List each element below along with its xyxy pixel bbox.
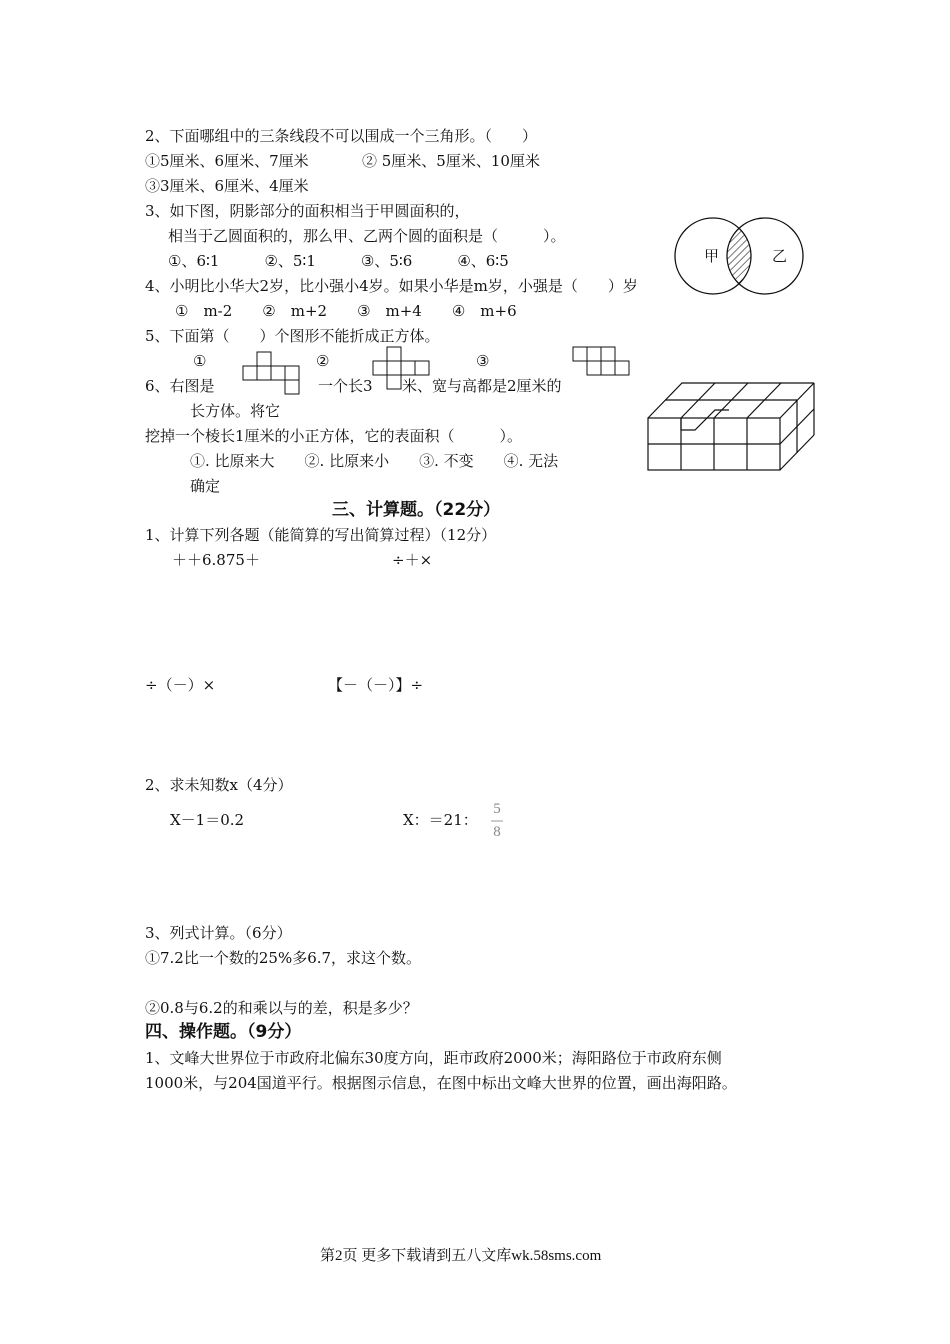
operation-line-2: 1000米，与204国道平行。根据图示信息，在图中标出文峰大世界的位置，画出海阳路。 [145, 1074, 737, 1092]
cube-net-3 [573, 347, 635, 381]
calc-expr-1: ＋＋6.875＋ [172, 551, 260, 569]
cube-net-1 [243, 352, 303, 398]
q6-line-1b: 一个长3 [318, 377, 373, 395]
q3-options: ①、6∶1 ②、5∶1 ③、5∶6 ④、6∶5 [168, 252, 509, 270]
list-calc-q1: ①7.2比一个数的25%多6.7，求这个数。 [145, 949, 422, 967]
q6-options: ①. 比原来大 ②. 比原来小 ③. 不变 ④. 无法 [190, 452, 559, 470]
equation-1: X－1＝0.2 [170, 811, 245, 829]
fraction-numerator: 5 [493, 801, 501, 817]
calc-1-title: 1、计算下列各题（能简算的写出简算过程）（12分） [145, 526, 497, 544]
q6-line-3: 挖掉一个棱长1厘米的小正方体，它的表面积（ ）。 [145, 427, 523, 445]
q2-option-3: ③3厘米、6厘米、4厘米 [145, 177, 309, 195]
unknown-title: 2、求未知数x（4分） [145, 776, 293, 794]
q2-option-2: ② 5厘米、5厘米、10厘米 [362, 152, 540, 170]
fraction-bar [490, 820, 504, 822]
section-3-heading: 三、计算题。（22分） [332, 500, 501, 520]
q3-line-1: 3、如下图，阴影部分的面积相当于甲圆面积的， [145, 202, 470, 220]
net-1-marker: ① [193, 352, 207, 370]
q2-text: 2、下面哪组中的三条线段不可以围成一个三角形。（ ） [145, 127, 538, 145]
list-calc-q2: ②0.8与6.2的和乘以与的差，积是多少？ [145, 999, 418, 1017]
list-calc-title: 3、列式计算。（6分） [145, 924, 292, 942]
q6-options-cont: 确定 [190, 477, 221, 495]
q5-text: 5、下面第（ ）个图形不能折成正方体。 [145, 327, 440, 345]
fraction-denominator: 8 [493, 824, 501, 840]
calc-expr-2: ÷＋× [392, 551, 433, 569]
calc-expr-4: 【－（－）】÷ [328, 676, 424, 694]
q4-options: ① m-2 ② m+2 ③ m+4 ④ m+6 [175, 302, 517, 320]
q6-line-1c: 米、宽与高都是2厘米的 [402, 377, 562, 395]
circle-a-label: 甲 [704, 247, 720, 265]
operation-line-1: 1、文峰大世界位于市政府北偏东30度方向，距市政府2000米；海阳路位于市政府东侧 [145, 1049, 722, 1067]
calc-expr-3: ÷（－）× [145, 676, 216, 694]
section-4-heading: 四、操作题。（9分） [145, 1022, 302, 1042]
circle-b-label: 乙 [772, 247, 788, 265]
net-2-marker: ② [316, 352, 330, 370]
q4-text: 4、小明比小华大2岁，比小强小4岁。如果小华是m岁，小强是（ ）岁 [145, 277, 638, 295]
equation-2: X：＝21： [403, 811, 478, 829]
q2-option-1: ①5厘米、6厘米、7厘米 [145, 152, 309, 170]
q3-line-2: 相当于乙圆面积的，那么甲、乙两个圆的面积是（ ）。 [168, 227, 566, 245]
venn-diagram [670, 210, 810, 310]
cuboid-figure [645, 380, 785, 472]
page-footer: 第2页 更多下载请到五八文库wk.58sms.com [320, 1248, 602, 1264]
q6-line-2: 长方体。将它 [190, 402, 281, 420]
q6-line-1a: 6、右图是 [145, 377, 215, 395]
net-3-marker: ③ [476, 352, 490, 370]
